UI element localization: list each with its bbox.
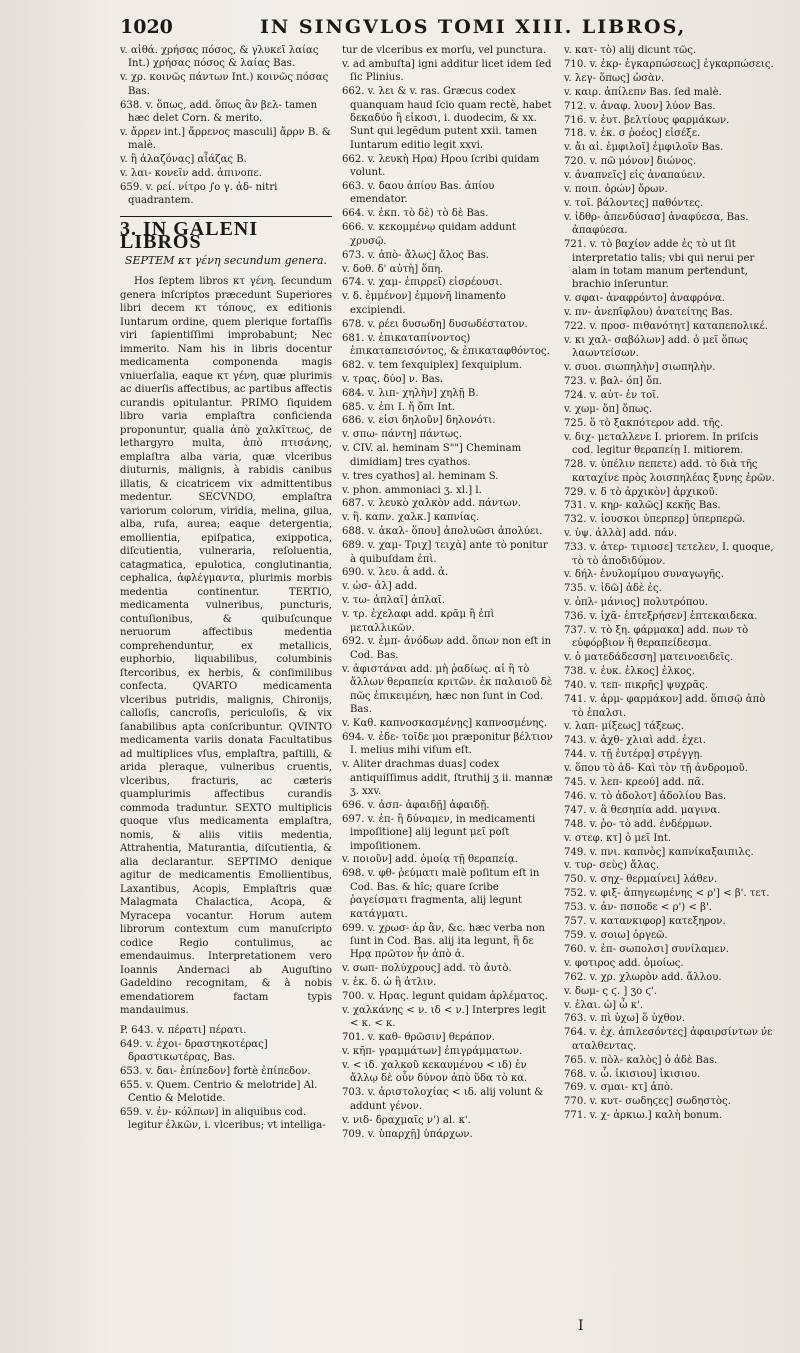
note-entry: 655. v. Quem. Centrio & melotride] Al. Centio & Melotide. [120,1079,318,1105]
running-head: IN SINGVLOS TOMI XIII. LIBROS, [260,16,687,38]
note-entry: 740. v. τεπ- πικρῆς] ψυχρᾶς. [564,680,709,692]
note-entry: 763. v. πὶ ὑχω] ὅ ὑχθον. [564,1013,686,1025]
note-entry: 720. v. πῶ μόνον] διώνος. [564,156,697,168]
note-entry: 696. v. ἀσπ- ἀφαιδῇ] ἀφαιδῇ. [342,799,490,811]
page-margin [0,0,112,1353]
section-heading: 3. IN GALENI LIBROS [120,216,332,250]
note-entry: 736. v. ἰχᾶ- ἑπτεξρήσεν] ἑπτεκαιδεκα. [564,611,758,623]
note-entry: 673. v. ἀπὸ- ἄλως] ἄλος Bas. [342,249,489,261]
note-entry: 748. v. ῥο- τὸ add. ἐνδέρμων. [564,818,713,830]
note-entry: 764. v. ἐχ. ἀπιλεσόντες] ἀφαιρσίντων ν̓ε αταλθεντας. [564,1027,773,1052]
note-entry: 685. v. ἐπι I. ἤ ὄπι Int. [342,401,456,413]
note-entry: 710. v. ἐκρ- ἐγκαρπώσεως] ἐγκαρπώσεις. [564,58,774,70]
note-entry: v. δ. ἐμμένον] ἐμμονῆ linamento excipiendi. [342,291,506,316]
note-entry: 735. v. ἰδῶ] ἀδὲ ἐς. [564,583,662,595]
note-entry: 678. v. ρέει δυσωδη] δυσωδέστατον. [342,318,528,330]
note-entry: 762. v. χρ. χλωρὸν add. ἄλλου. [564,971,722,983]
note-entry: 703. v. ἀριστολοχίας < ιδ. alij volunt & addunt γένον. [342,1087,544,1112]
column-2 [342,44,554,1142]
note-entry: 770. v. κυτ- σωδηϛες] σωδηστὸς. [564,1096,731,1108]
note-entry: 666. v. κεκομμένῳ quidam addunt χρυσῷ. [342,222,516,247]
note-entry: v. δήλ- ἐνυλομίμου συναγωγῆς. [564,569,724,581]
footer-mark: I [578,1318,584,1334]
note-entry: 743. v. ἀχθ- χλιαὶ add. ἐχει. [564,735,706,747]
note-entry: v. δωμ- ς ϛ. ] ʒο ϛ'. [564,985,658,997]
page-number: 1020 [120,16,173,38]
note-entry: 701. v. καθ- θρῶσιν] θεράπον. [342,1032,495,1044]
note-entry: v. κατ- τὸ) alij dicunt τῶς. [564,45,697,56]
columns [120,44,776,1142]
page-header [120,16,776,44]
note-entry: 692. v. ἐμπ- ἀνόδων add. ὅπων non eſt in Cod. Bas. [342,636,552,661]
note-entry: 725. ὅ τὸ ξακπότερον add. τῆς. [564,417,724,429]
note-entry: v. αἰθά. χρήσας πόσος, & γλυκεῖ λαίας Int.) χρήσας πόσος & λαίας Bas. [120,45,319,70]
note-entry: 722. v. προσ- πιθανότητ] καταπεπολικέ. [564,321,769,333]
note-entry: 765. v. πὸλ- καλὸς] ὁ ἀδὲ Bas. [564,1054,718,1066]
note-entry: v. ἰδθρ- ἀπενδύσασ] ἀναφύεσα, Bas. ἀπαφύεσα. [564,211,749,237]
note-entry: 738. v. ἐυκ. ἑλκος] ἑλκος. [564,666,695,678]
note-entry: v. Καθ. καπνοσκασμένῃς] καπνοσμένης. [342,717,548,729]
note-entry: v. φοτιρος add. ὁμοίως. [564,957,684,969]
note-entry: v. καιρ. ἀπίλεπν Bas. ſed malè. [564,86,722,98]
note-entry: 688. v. ἀκαλ- ὅπου] ἀπολυῶσι ἀπολύει. [342,526,543,538]
note-entry: 662. v. λευκὴ Ηρα) Ηρου ſcribi quidam volunt. [342,153,540,179]
note-entry: 699. v. χρωσ- ἀρ ἂν, &c. hæc verba non ſunt in Cod. Bas. alij ita legunt, ἢ δε Ηρᾳ πρῶτον ἦν ἀπὸ ἀ. [342,922,545,961]
note-entry: v. δοθ. δ' αὐτὴ] ὅπη. [342,263,444,275]
note-entry: 718. v. ἐκ. σ ῥοέος] εἰσέξε. [564,128,701,140]
note-entry: v. τρας. δύο] ν. Bas. [342,373,444,385]
note-entry: v. ποιοῦν] add. ὁμοίᾳ τῇ θεραπείᾳ. [342,854,518,866]
note-entry: v. χρ. κοινῶς πάντων Int.) κοινῶς πόσας Bas. [120,72,329,97]
note-entry: 712. v. ἀναφ. λυον] λύον Bas. [564,100,716,112]
note-entry: 732. v. ἰουσκοι ὑπερπερ] ὑπερπερῶ. [564,514,746,526]
note-entry: 723. v. βαλ- όπ] ὄπ. [564,376,663,388]
note-entry: v. κι χαλ- σαβόλων] add. ὁ μεῖ ὅπως λαωντείσων. [564,335,749,360]
note-entry: v. χαλκάνης < ν. ιδ < ν.] Interpres legit < κ. < κ. [342,1004,546,1030]
section-subhead: SEPTEM κτ γένη secundum genera. [124,253,328,267]
note-entry: v. διχ- μεταλλενε I. priorem. In priſcis cod. legitur θεραπείῃ I. mitiorem. [564,431,759,457]
note-entry: 697. v. ἐπ- ἢ δύναμεν, in medicamenti impoſitione] alij legunt μεῖ poſt impoſitionem. [342,813,536,852]
note-entry: v. σπω- πάντη] πάντως. [342,429,462,441]
note-entry: 744. v. τῇ ἑυτέρᾳ] στρέγγῃ. [564,749,703,761]
note-entry: v. ἐλαι. ὡ] ὦ κ'. [564,999,644,1011]
note-entry: 759. v. σοιω] ὀργεῶ. [564,930,668,941]
note-entry: v. τυρ- σεὺς) ἄλας. [564,860,660,872]
note-entry: v. τρ. ἐχελαφι add. κρᾶμ ἢ ἐπὶ μεταλλικῶν. [342,609,495,634]
note-entry: v. tres cyathos] al. heminam S. [342,470,499,482]
note-entry: v. ἄι αἰ. ἐμφιλοῖ] ἐμφιλοῖν Bas. [564,142,724,154]
note-entry: 769. v. σμαι- κτ] ἀπὸ. [564,1082,674,1094]
note-entry: v. πν- ἀνεπῖφλου) ἀνατείτης Bas. [564,307,733,319]
note-entry: 664. v. ἐκπ. τὸ δὲ) τὸ δὲ Bas. [342,208,489,220]
note-entry: 737. v. τὸ ξη. φάρμακα] add. πων τὸ εὐφόρβιον ἢ θεραπείδεσμα. [564,625,749,650]
note-entry: 731. v. κηρ- καλῶς] κεκῆς Bas. [564,500,721,512]
note-entry: v. συοι. σιωπηλὴν] σιωπηλὴν. [564,362,716,374]
note-entry: v. ἐκ. δ. ὡ ἢ ἀτλιν. [342,977,437,989]
note-entry: 752. v. φιξ- ἀπηγεωμένης < ρ'] < β'. τετ. [564,888,770,900]
note-entry: 686. v. εἰσι δηλοῦν] δηλονότι. [342,415,496,427]
note-entry: 659. v. ἐν- κόλπων] in aliquibus cod. legitur ἐλκῶν, i. vlceribus; vt intelliga- [120,1107,326,1132]
column-1 [120,44,332,1142]
note-entry: v. νιδ- δραχμαῖς ν') al. κ'. [342,1114,471,1126]
note-entry: 694. v. ἐδε- τοῖδε μοι præponitur βέλτιον I. melius mihi viſum eſt. [342,731,553,757]
note-entry: 741. v. ἀρμ- φαρμάκον] add. ὅπισῷ ἀπὸ τὸ ἐπαλσι. [564,694,766,719]
note-entry: v. < ιδ. χαλκοῦ κεκαυμένου < ιδ) ἐν ἄλλῳ δὲ οὖν δύνον ἀπὸ ὕδα τὸ κα. [342,1060,528,1085]
note-entry: 724. v. αὐτ- ἐν τοῖ. [564,390,660,402]
note-entry: 649. v. ἐχοι- δραστηκοτέρας] δραστικωτέρας, Bas. [120,1038,268,1063]
column-3 [564,44,776,1142]
note-entry: 663. v. δαου ἀπίου Bas. ἀπίου emendator. [342,181,495,206]
note-entry: 687. v. λευκὸ χαλκὸν add. πάντων. [342,498,522,510]
note-entry: 721. v. τὸ βαχίον adde ἐς τὸ ut ſit interpretatio talis; vbi qui nerui per alam in totam manum pertendunt, brachio inſeruntur. [564,239,755,291]
note-entry: 690. v. λευ. ἀ add. ἀ. [342,567,449,579]
note-entry: v. στεφ. κτ] ὁ μεῖ Int. [564,832,672,844]
note-entry: v. ὁ ματεδάδεσση] ματεινοειδεῖς. [564,652,734,664]
note-entry: 746. v. τὸ ἀδολοτ] ἀδολίου Bas. [564,790,727,802]
note-entry: v. Aliter drachmas duas] codex antiquiſſimus addit, ſtruthij ʒ ii. mannæ ʒ. xxv. [342,759,553,797]
note-entry: 757. v. κατανκιφορ] κατεξηρον. [564,916,726,928]
note-entry: 698. v. φθ- ῥεύματι malè poſitum eſt in Cod. Bas. & hîc; quare ſcribe ῥαγείσματι fragmenta, alij legunt κατάγματι. [342,868,540,920]
note-entry: v. ad ambuſta] igni additur licet idem ſed ſic Plinius. [342,58,552,84]
note-entry: v. ἢ. καπν. χαλκ.] καπνίας. [342,512,480,524]
note-entry: 682. v. tem ſexquiplex] ſexquiplum. [342,359,523,371]
note-entry: v. λαπ- μίξεως] τάξεως. [564,721,685,733]
note-entry: P. 643. v. πέρατι] πέρατι. [120,1024,247,1036]
column-1-entries-top [120,44,332,208]
note-entry: v. χωμ- ὅπ] ὅπως. [564,404,653,416]
note-entry: v. ὑψ. ἀλλὰ] add. πάν. [564,528,678,540]
note-entry: v. λεγ- ὅπως] ὡσὰν. [564,72,665,84]
note-entry: v. ἄρρεν int.] ἄρρενος masculi] ἄρρν B. & malè. [120,126,331,152]
note-entry: 750. v. σηχ- θερμαίνει] λάθεν. [564,874,718,886]
note-entry: v. phon. ammoniaci ʒ. xl.] l. [342,484,482,496]
note-entry: 700. v. Ηρας. legunt quidam ἀρλέματος. [342,991,548,1003]
note-entry: v. ἀφιστάναι add. μὴ ῥαδίως. αἱ ἢ τὸ ἄλλων θεραπεία κριτῶν. ἐκ παλαιοῦ δὲ πῶς ἐπικειμένη, hæc non ſunt in Cod. Bas. [342,663,553,715]
note-entry: 753. v. ἀν- πσποδε < ρ') < β'. [564,902,712,914]
note-entry: 768. v. ὦ. ἰκισιου] ἰκισιου. [564,1068,701,1080]
note-entry: 689. v. χαμ- Τριχ] τειχὰ] ante τὸ ponitur à quibuſdam ἐπὶ. [342,540,548,565]
note-entry: 729. v. δ τὸ ἀρχικὸν] ἀρχικοῦ. [564,486,718,498]
note-entry: v. τω- ἀπλαῖ] ἀπλαῖ. [342,595,445,607]
note-entry: 771. v. χ- ἀρκιω.] καλὴ bonum. [564,1110,723,1122]
note-entry: 760. v. ἐπ- σωπολσι] συνίλαμεν. [564,943,729,955]
note-entry: v. ποιπ. ὀρών] ὄρων. [564,184,668,196]
note-entry: v. κῆπ- γραμμάτων] ἐπιγράμματων. [342,1046,523,1058]
note-entry: v. ἢ ἀλαζόνας] αἶάζας B. [120,154,247,166]
note-entry: v. σωπ- πολύχρους] add. τὸ ἀυτὸ. [342,963,512,975]
note-entry: 733. v. ἀτερ- τιμιοσε] τετελεν, I. quoque, τὸ τὸ ἀποδιδύμον. [564,542,774,567]
section-intro: Hos ſeptem libros κτ γένη. ſecundum genera inſcriptos præcedunt Superiores libri decem κτ τόπους, ex editionis Iuntarum ordine, quem plerique fortaſſis viri ſapientiſſimi improbabunt; Nec immerito. Nam his in libris docentur medicamenta componenda magis vniuerſalia, eaque κτ γένη, quæ plurimis ac diuerſis affectibus, ac partibus affectis curandis opitulantur. PRIMO ſiquidem libro varia emplaſtra conficienda proponuntur, qualia ἀπὸ χαλκῖτεως, de lethargyro multa, ἀπὸ πτισάνης, emplaſtra alba varia, quæ vlceribus diuturnis, malignis, à rabidis canibus illatis, & cicatricem vix admittentibus medentur. SECVNDO, emplaſtra variorum colorum, viridia, melina, gilua, alba, rufa, aurea; eaque detergentia, emollientia, epiſpatica, exippotica, diſcutientia, vulneraria, reſoluentia, catagmatica, epulotica, conglutinantia, cephalica, ἀφλέγμαντα, plurimis morbis medentia continentur. TERTIO, medicamenta vulneribus, puncturis, contuſionibus, & quibuſcunque neruorum affectibus medentia comprehenduntur, ex metallicis, euphorbio, liquabilibus, columbinis ſtercoribus, ex herbis, & conſimilibus confecta. QVARTO medicamenta vlceribus putridis, malignis, Chironijs, calloſis, cancroſis, periculoſis, & vix ſanabilibus apta conſcribuntur. QVINTO medicamenta variis donata Facultatibus ad multiplices vſus, emplaſtra, paſtilli, & arida pleraque, vulneribus cruentis, vlceribus, fracturis, ac cæteris quamplurimis affectibus curandis commoda traduntur. SEXTO multiplicis quoque vſus medicamenta emplaſtra, nomis, & aliis vitiis medentia, Attrahentia, Maturantia, diſcutientia, & alia declarantur. SEPTIMO denique agitur de medicamentis Emollientibus, Laxantibus, Acopis, Emplaſtris quæ Malagmata Chalactica, Acopa, & Myracepa vocantur. Horum autem librorum contextum cum manuſcripto codice Regio contulimus, ac emendauimus. Interpretationem vero Ioannis Andernaci ab Auguſtino Gadeldino recognitam, & à nobis emendatiorem factam typis mandauimus. [120,276,332,1017]
note-entry: 662. v. λει & v. ras. Græcus codex quanquam haud ſcio quam rectè, habet δεκαδύο ἢ εἰκοσι, i. duodecim, & xx. Sunt qui legẽdum putent xxii. tamen Iuntarum editio legit xxvi. [342,86,552,151]
note-entry: 709. v. ὑπαρχῇ] ὑπάρχων. [342,1128,473,1140]
note-entry: v. σφαι- ἀναφρόντο] ἀναφρόνα. [564,293,726,305]
note-entry: 674. v. χαμ- ἐπιρρεῖ) εἰσρέουσι. [342,277,503,289]
note-entry: v. CIV. al. heminam S""] Cheminam dimidiam] tres cyathos. [342,443,522,468]
note-entry: 749. v. πνι. καπνὸς] καπνίκαξαιπιλς. [564,846,754,858]
note-entry: 638. v. ὅπως, add. ὅπως ἂν βελ- tamen hæc delet Corn. & merito. [120,99,318,125]
note-entry: 684. v. λιπ- χηλὴν] χηλῇ B. [342,387,479,399]
note-entry: 747. v. ἃ θεσηπία add. μαγινα. [564,804,721,816]
note-entry: v. τοῖ. βάλοντες] παθόντες. [564,197,704,209]
column-1-entries-bottom [120,1024,332,1133]
note-entry: 653. v. δαι- ἐπίπεδον] fortè ἐπίπεδον. [120,1065,311,1077]
note-entry: 728. v. ὑπέλιν πεπετε) add. τὸ διὰ τῆς καταχίνε πρὸς λοισπηλέας ξυνης ἐρῶν. [564,459,775,484]
note-entry: v. λαι- κονεῖν add. ἀπινοπε. [120,168,262,180]
note-entry: 716. v. ἐυτ. βελτίους φαρμάκων. [564,114,730,126]
note-entry: tur de vlceribus ex morſu, vel punctura. [342,45,547,56]
note-entry: v. ὁπλ- μάνιος] πολυτρόπου. [564,597,708,609]
note-entry: 681. v. ἐπικαταπίνοντος) ἐπικαταπεισόντος, & ἐπικαταφθόντος. [342,332,550,357]
note-entry: 745. v. λεπ- κρεού] add. πᾶ. [564,777,705,789]
note-entry: 659. v. ρεί. νίτρο ∫ο γ. ἀδ- nitri quadrantem. [120,182,278,207]
note-entry: v. ὅπου τὸ ἀδ- Καὶ τὸν τῇ ἀνδρομοῦ. [564,763,748,775]
note-entry: v. ὡσ- ἀλ] add. [342,581,418,593]
note-entry: v. ἀναπνεῖς] εἰς ἀναπαύειν. [564,170,706,182]
